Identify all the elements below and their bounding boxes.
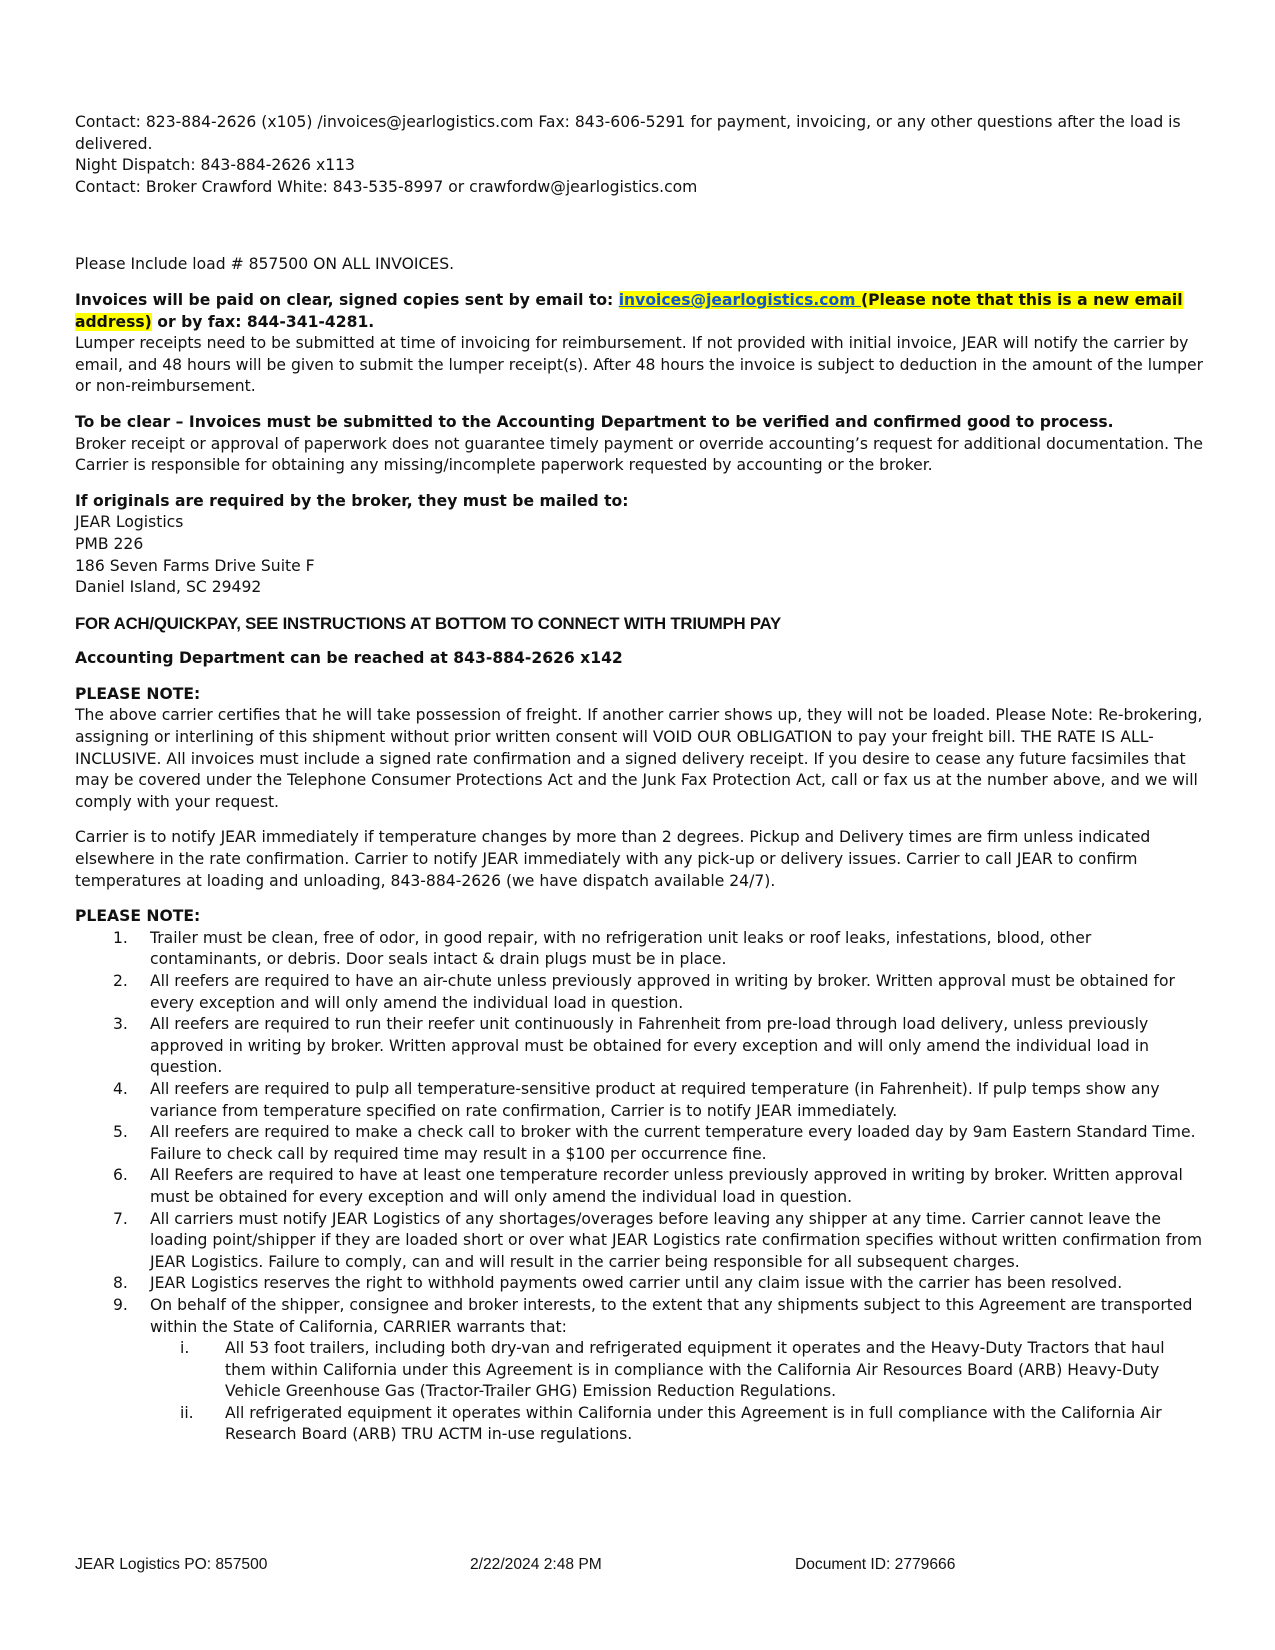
contact-block: [75, 112, 1205, 198]
list-item: 1. Trailer must be clean, free of odor, in good repair, with no refrigeration unit leaks or roof leaks, infestations, blood, other contaminants, or debris. Door seals intact & drain plugs must be in place.: [113, 928, 1092, 969]
footer-datetime: 2/22/2024 2:48 PM: [470, 1556, 602, 1573]
load-number-line: Please Include load # 857500 ON ALL INVOICES.: [75, 255, 455, 274]
accounting-contact-line: Accounting Department can be reached at 843-884-2626 x142: [75, 649, 623, 668]
invoice-instructions: [75, 290, 1205, 333]
lumper-receipts-paragraph: Lumper receipts need to be submitted at time of invoicing for reimbursement. If not provided with initial invoice, JEAR will notify the carrier by email, and 48 hours will be given to submit the lumper receipt(s). After 48 hours the invoice is subject to deduction in the amount of the lumper or non-reimbursement.: [75, 334, 1204, 396]
footer-document-id: Document ID: 2779666: [795, 1556, 956, 1573]
to-be-clear-heading: To be clear – Invoices must be submitted to the Accounting Department to be verified and confirmed good to process.: [75, 412, 1114, 431]
broker-contact-line: Contact: Broker Crawford White: 843-535-8997 or crawfordw@jearlogistics.com: [75, 177, 698, 196]
address-line: 186 Seven Farms Drive Suite F: [75, 556, 315, 575]
list-item: 4. All reefers are required to pulp all temperature-sensitive product at required temperature (in Fahrenheit). If pulp temps show any variance from temperature specified on rate confirmation, Carrier is to notify JEAR immediately.: [113, 1079, 1160, 1120]
list-item: 8. JEAR Logistics reserves the right to withhold payments owed carrier until any claim issue with the carrier has been resolved.: [113, 1274, 1123, 1293]
carrier-certification-paragraph: The above carrier certifies that he will take possession of freight. If another carrier shows up, they will not be loaded. Please Note: Re-brokering, assigning or interlining of this shipment without prior written consent will VOID OUR OBLIGATION to pay your freight bill. THE RATE IS ALL-INCLUSIVE. All invoices must include a signed rate confirmation and a signed delivery receipt. If you desire to cease any future facsimiles that may be covered under the Telephone Consumer Protections Act and the Junk Fax Protection Act, call or fax us at the number above, and we will comply with your request.: [75, 706, 1203, 811]
address-line: Daniel Island, SC 29492: [75, 578, 262, 597]
to-be-clear-section: [75, 412, 1205, 477]
night-dispatch-line: Night Dispatch: 843-884-2626 x113: [75, 156, 355, 175]
list-item: 7. All carriers must notify JEAR Logistics of any shortages/overages before leaving any shipper at any time. Carrier cannot leave the loading point/shipper if they are loaded short or over what JEAR Logistics rate confirmation specifies without written confirmation from JEAR Logistics. Failure to comply, can and will result in the carrier being responsible for all subsequent charges.: [113, 1209, 1203, 1271]
list-item: 9. On behalf of the shipper, consignee and broker interests, to the extent that any shipments subject to this Agreement are transported within the State of California, CARRIER warrants that: i. All 53 foot trailers, including both dry-van and refrigerated equipment it operates and the Heavy-Duty Tractors that haul them within California under this Agreement is in compliance with the California Air Resources Board (ARB) Heavy-Duty Vehicle Greenhouse Gas (Tractor-Trailer GHG) Emission Reduction Regulations. ii. All refrigerated equipment it operates within California under this Agreement is in full compliance with the California Air Research Board (ARB) TRU ACTM in-use regulations.: [75, 1295, 1205, 1446]
originals-heading: If originals are required by the broker, they must be mailed to:: [75, 491, 629, 510]
requirements-list: [75, 928, 1205, 1446]
address-line: PMB 226: [75, 534, 144, 553]
invoice-email-link[interactable]: invoices@jearlogistics.com: [618, 290, 861, 309]
address-line: JEAR Logistics: [75, 513, 184, 532]
invoice-prefix: Invoices will be paid on clear, signed copies sent by email to:: [75, 290, 619, 309]
sub-list-item: i. All 53 foot trailers, including both dry-van and refrigerated equipment it operates and the Heavy-Duty Tractors that haul them within California under this Agreement is in compliance with the California Air Resources Board (ARB) Heavy-Duty Vehicle Greenhouse Gas (Tractor-Trailer GHG) Emission Reduction Regulations.: [180, 1339, 1165, 1401]
list-item: 6. All Reefers are required to have at least one temperature recorder unless previously approved in writing by broker. Written approval must be obtained for every exception and will only amend the individual load in question.: [113, 1166, 1183, 1206]
list-item: 3. All reefers are required to run their reefer unit continuously in Fahrenheit from pre-load through load delivery, unless previously approved in writing by broker. Written approval must be obtained for every exception and will only amend the individual load in question.: [113, 1015, 1149, 1077]
footer-po-number: JEAR Logistics PO: 857500: [75, 1556, 268, 1573]
invoice-fax: or by fax: 844-341-4281.: [151, 312, 375, 331]
temperature-paragraph: Carrier is to notify JEAR immediately if temperature changes by more than 2 degrees. Pickup and Delivery times are firm unless indicated elsewhere in the rate confirmation. Carrier to notify JEAR immediately with any pick-up or delivery issues. Carrier to call JEAR to confirm temperatures at loading and unloading, 843-884-2626 (we have dispatch available 24/7).: [75, 828, 1151, 890]
please-note-heading: PLEASE NOTE:: [75, 907, 201, 926]
invoice-section: [75, 290, 1205, 398]
please-note-section-1: [75, 684, 1205, 814]
list-item: 5. All reefers are required to make a check call to broker with the current temperature every loaded day by 9am Eastern Standard Time. Failure to check call by required time may result in a $100 per occurrence fine.: [113, 1123, 1196, 1163]
new-email-note: (Please note that this is a new email address): [75, 290, 1183, 331]
to-be-clear-body: Broker receipt or approval of paperwork does not guarantee timely payment or override accounting’s request for additional documentation. The Carrier is responsible for obtaining any missing/incomplete paperwork requested by accounting or the broker.: [75, 434, 1204, 475]
originals-section: [75, 491, 1205, 599]
document-body: [75, 112, 1205, 1446]
sub-list-item: ii. All refrigerated equipment it operates within California under this Agreement is in full compliance with the California Air Research Board (ARB) TRU ACTM in-use regulations.: [180, 1403, 1162, 1444]
page-footer: [75, 1556, 1205, 1576]
list-item: 2. All reefers are required to have an air-chute unless previously approved in writing by broker. Written approval must be obtained for every exception and will only amend the individual load in question.: [113, 972, 1175, 1012]
california-sublist: [150, 1338, 1205, 1446]
please-note-heading: PLEASE NOTE:: [75, 684, 201, 703]
ach-quickpay-heading: FOR ACH/QUICKPAY, SEE INSTRUCTIONS AT BOTTOM TO CONNECT WITH TRIUMPH PAY: [75, 613, 781, 633]
contact-payment-line: Contact: 823-884-2626 (x105) /invoices@jearlogistics.com Fax: 843-606-5291 for payment, invoicing, or any other questions after the load is delivered.: [75, 113, 1181, 153]
please-note-section-2: [75, 906, 1205, 1446]
